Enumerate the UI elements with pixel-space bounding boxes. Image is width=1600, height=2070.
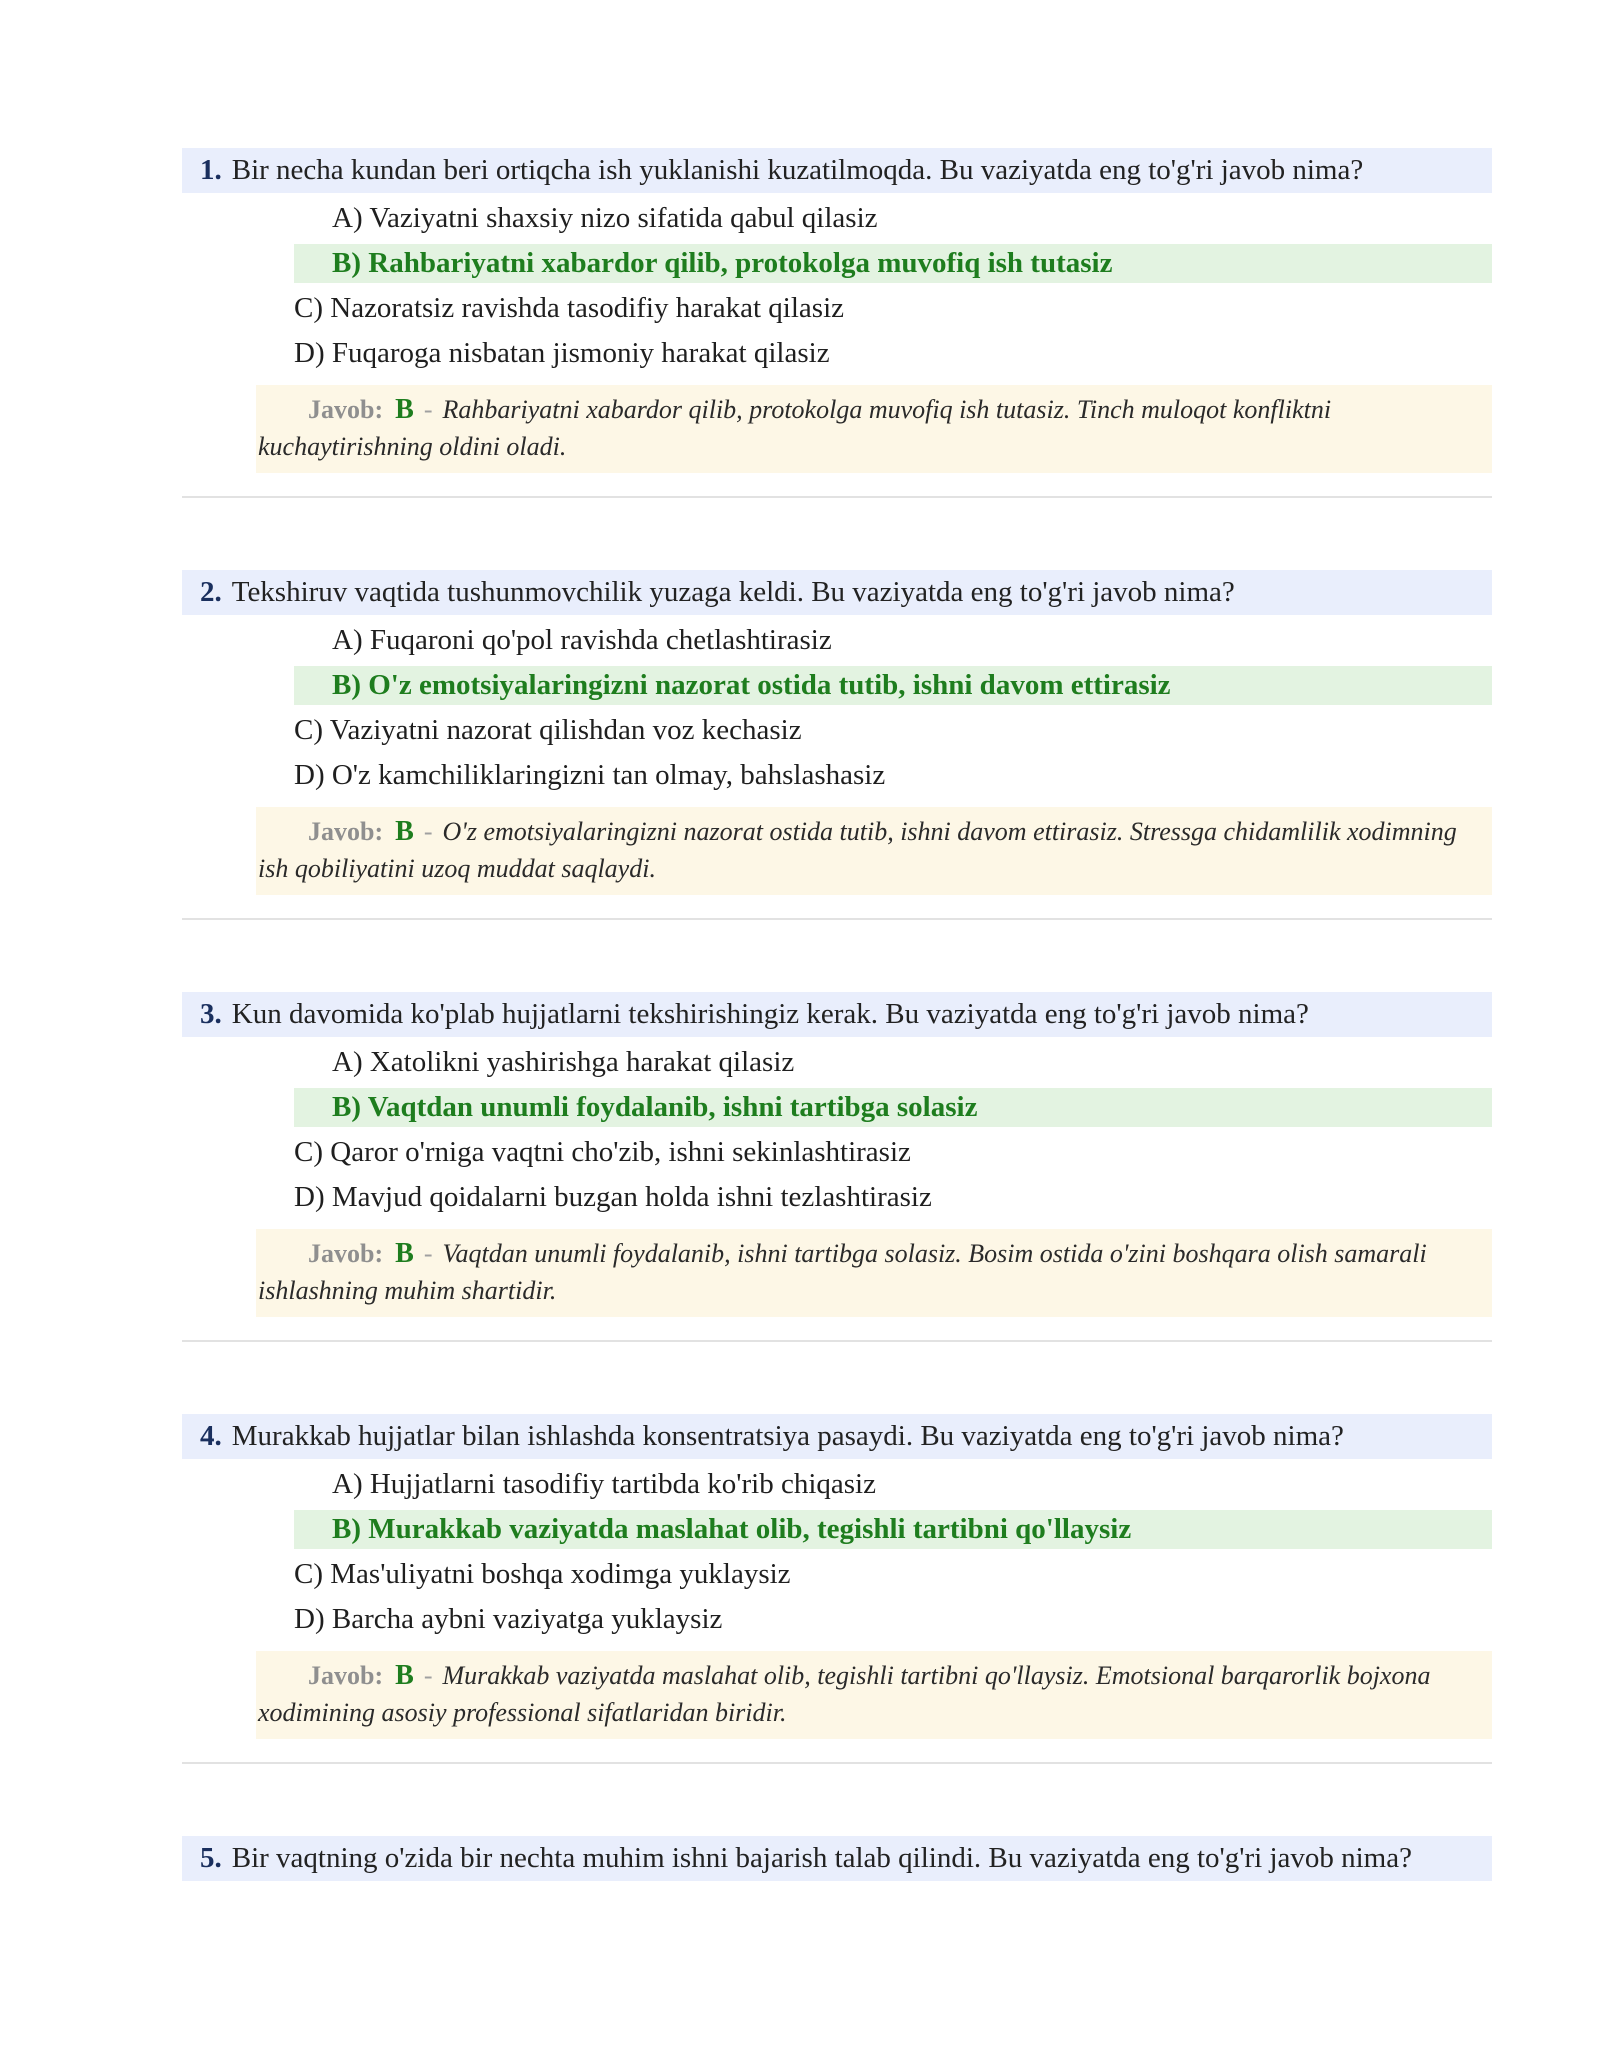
option-d: D) O'z kamchiliklaringizni tan olmay, bahslashasiz [294,759,886,791]
question-text: Murakkab hujjatlar bilan ishlashda konsentratsiya pasaydi. Bu vaziyatda eng to'g'ri javob nima? [231,1420,1344,1452]
question-4 [182,1414,1492,1739]
option-c: C) Nazoratsiz ravishda tasodifiy harakat qilasiz [294,292,844,324]
option-c: C) Qaror o'rniga vaqtni cho'zib, ishni sekinlashtirasiz [294,1136,911,1168]
divider [182,918,1492,920]
option-d: D) Mavjud qoidalarni buzgan holda ishni tezlashtirasiz [294,1181,932,1213]
option-c: C) Mas'uliyatni boshqa xodimga yuklaysiz [294,1558,791,1590]
answer-letter: B [395,1238,414,1269]
option-b-correct: B) O'z emotsiyalaringizni nazorat ostida tutib, ishni davom ettirasiz [294,666,1492,705]
answer-dash: - [423,817,433,846]
question-number: 3. [200,998,222,1030]
answer-dash: - [423,395,433,424]
question-header [182,1836,1492,1881]
answer-label: Javob: [308,817,384,846]
answer-letter: B [395,394,414,425]
answer-label: Javob: [308,395,384,424]
question-text: Bir necha kundan beri ortiqcha ish yuklanishi kuzatilmoqda. Bu vaziyatda eng to'g'ri javob nima? [231,154,1364,186]
question-number: 2. [200,576,222,608]
option-b-correct: B) Murakkab vaziyatda maslahat olib, tegishli tartibni qo'llaysiz [294,1510,1492,1549]
option-a: A) Fuqaroni qo'pol ravishda chetlashtirasiz [332,624,832,656]
question-header [182,148,1492,193]
question-number: 4. [200,1420,222,1452]
answer-letter: B [395,1660,414,1691]
question-number: 1. [200,154,222,186]
question-header [182,570,1492,615]
option-b-correct: B) Rahbariyatni xabardor qilib, protokolga muvofiq ish tutasiz [294,244,1492,283]
answer-box [256,807,1492,895]
answer-explanation: Rahbariyatni xabardor qilib, protokolga muvofiq ish tutasiz. Tinch muloqot konfliktni kuchaytirishning oldini oladi. [258,395,1332,461]
divider [182,496,1492,498]
answer-explanation: Vaqtdan unumli foydalanib, ishni tartibga solasiz. Bosim ostida o'zini boshqara olish samarali ishlashning muhim shartidir. [258,1239,1427,1305]
option-a: A) Vaziyatni shaxsiy nizo sifatida qabul qilasiz [332,202,878,234]
option-d: D) Fuqaroga nisbatan jismoniy harakat qilasiz [294,337,830,369]
question-2 [182,570,1492,895]
divider [182,1340,1492,1342]
answer-box [256,1229,1492,1317]
answer-explanation: O'z emotsiyalaringizni nazorat ostida tutib, ishni davom ettirasiz. Stressga chidamlilik xodimning ish qobiliyatini uzoq muddat saqlaydi. [258,817,1457,883]
question-text: Tekshiruv vaqtida tushunmovchilik yuzaga keldi. Bu vaziyatda eng to'g'ri javob nima? [231,576,1235,608]
divider [182,1762,1492,1764]
answer-letter: B [395,816,414,847]
answer-box [256,1651,1492,1739]
question-5 [182,1836,1492,1881]
option-c: C) Vaziyatni nazorat qilishdan voz kechasiz [294,714,802,746]
answer-label: Javob: [308,1239,384,1268]
answer-box [256,385,1492,473]
answer-dash: - [423,1239,433,1268]
question-text: Kun davomida ko'plab hujjatlarni tekshirishingiz kerak. Bu vaziyatda eng to'g'ri javob nima? [231,998,1309,1030]
question-text: Bir vaqtning o'zida bir nechta muhim ishni bajarish talab qilindi. Bu vaziyatda eng to'g'ri javob nima? [231,1842,1412,1874]
answer-dash: - [423,1661,433,1690]
option-d: D) Barcha aybni vaziyatga yuklaysiz [294,1603,723,1635]
option-a: A) Xatolikni yashirishga harakat qilasiz [332,1046,795,1078]
option-a: A) Hujjatlarni tasodifiy tartibda ko'rib chiqasiz [332,1468,876,1500]
answer-explanation: Murakkab vaziyatda maslahat olib, tegishli tartibni qo'llaysiz. Emotsional barqarorlik bojxona xodimining asosiy professional sifatlaridan biridir. [258,1661,1431,1727]
option-b-correct: B) Vaqtdan unumli foydalanib, ishni tartibga solasiz [294,1088,1492,1127]
question-number: 5. [200,1842,222,1874]
question-1 [182,148,1492,473]
question-header [182,992,1492,1037]
question-3 [182,992,1492,1317]
question-header [182,1414,1492,1459]
answer-label: Javob: [308,1661,384,1690]
